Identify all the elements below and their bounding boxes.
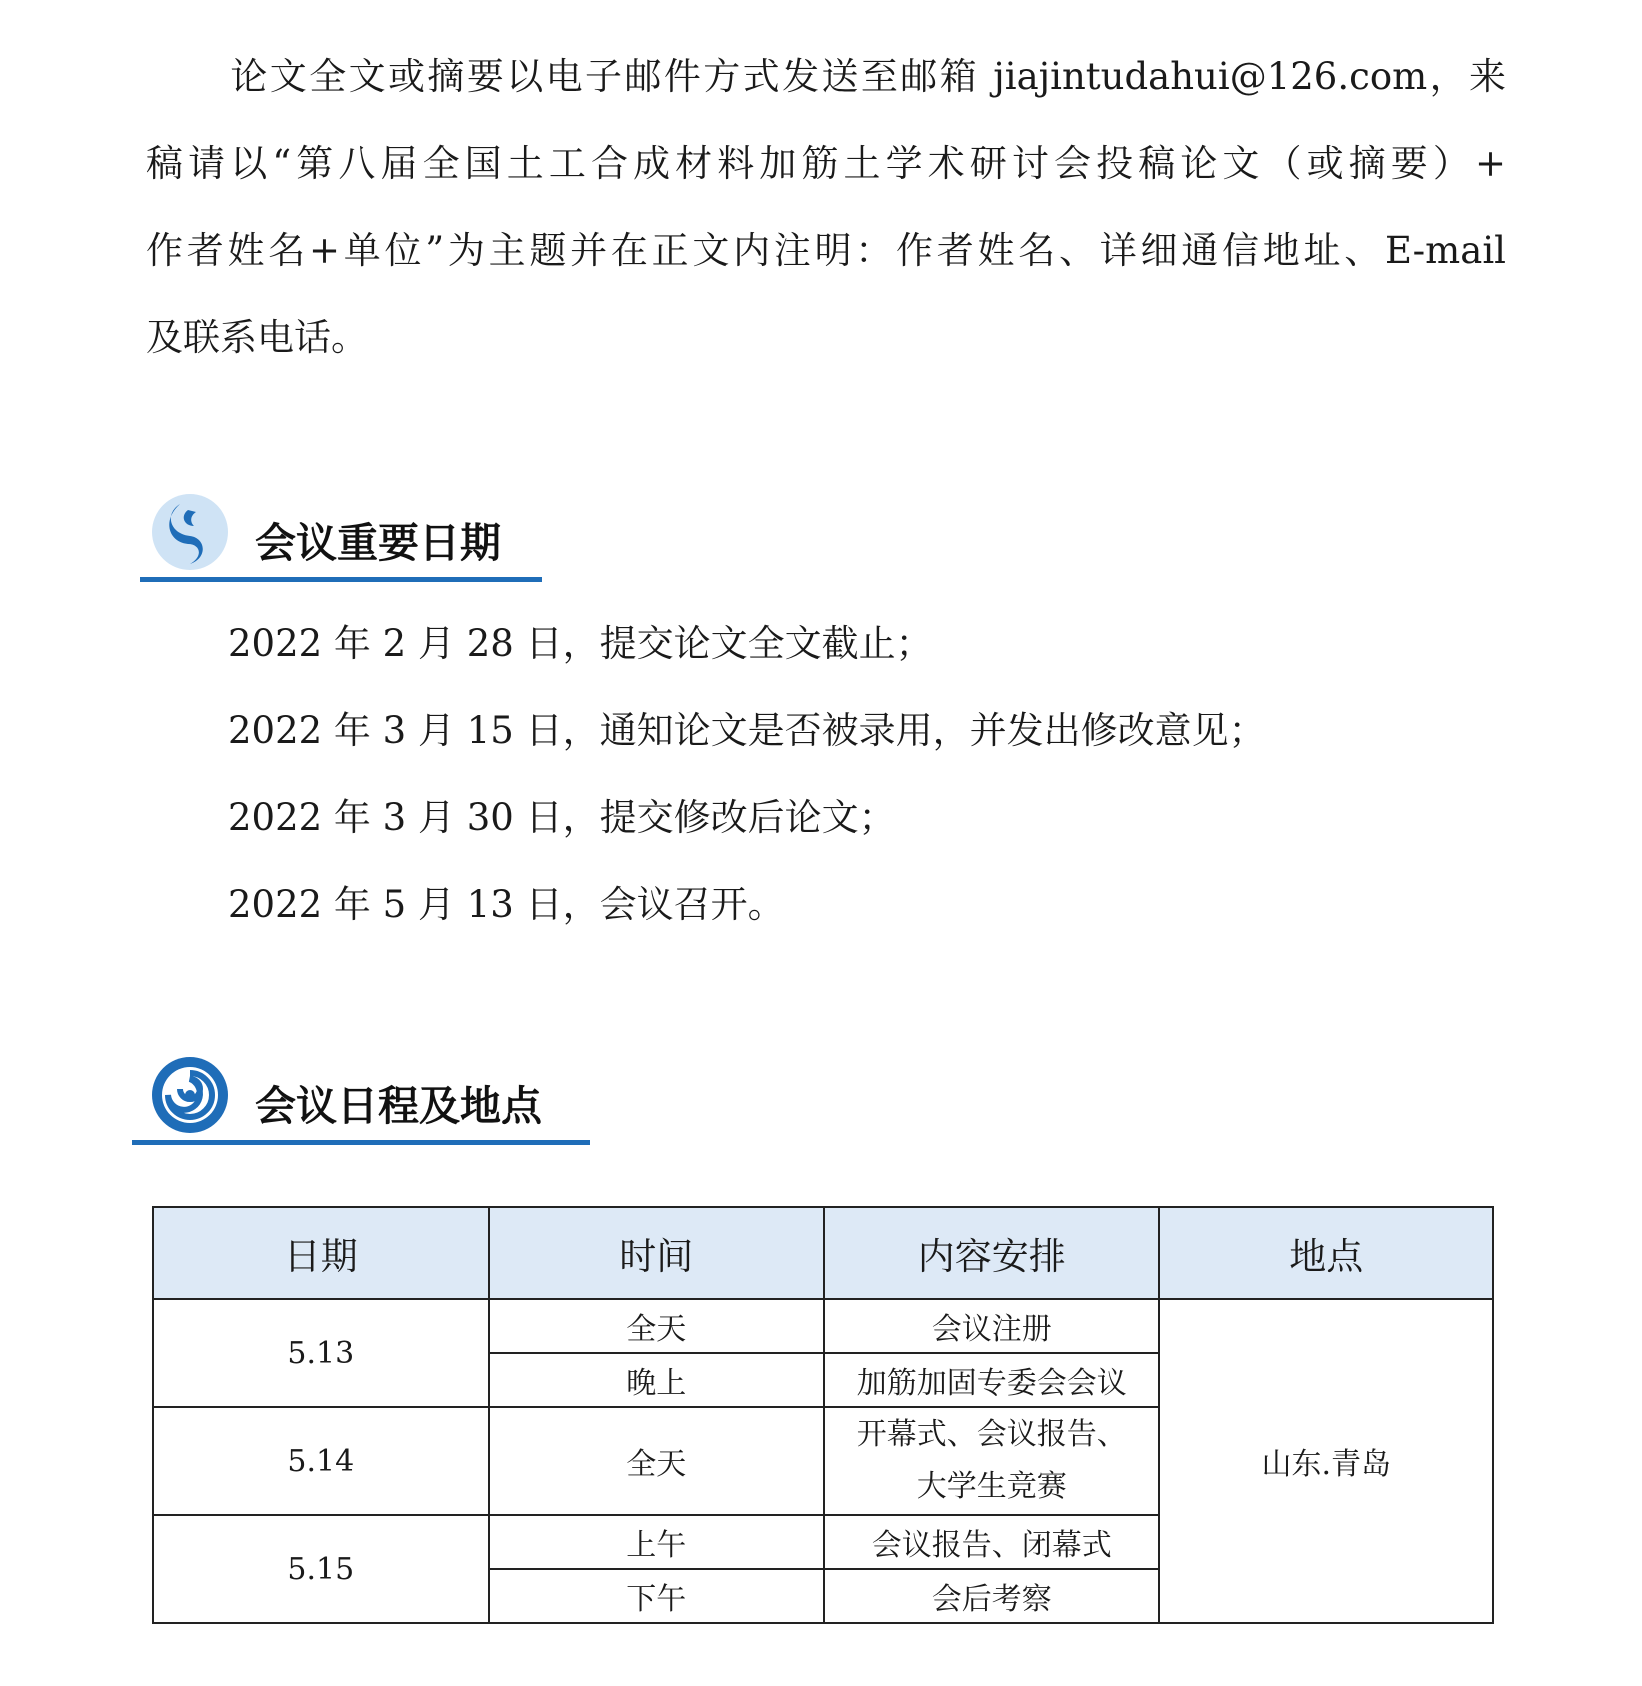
- content-line-1: 开幕式、会议报告、: [856, 1417, 1127, 1452]
- date-item-2: 2022 年 3 月 15 日，通知论文是否被录用，并发出修改意见；: [228, 709, 1266, 752]
- time-cell: 上午: [489, 1515, 824, 1569]
- table-row: [153, 1299, 1493, 1353]
- time-cell: 全天: [489, 1299, 824, 1353]
- table-header-row: [153, 1207, 1493, 1299]
- header-content: 内容安排: [824, 1207, 1160, 1299]
- date-item-4: 2022 年 5 月 13 日，会议召开。: [228, 883, 785, 926]
- content-cell: 加筋加固专委会会议: [824, 1353, 1160, 1407]
- schedule-table: [152, 1206, 1494, 1624]
- content-cell: [824, 1407, 1160, 1515]
- dates-section-title: 会议重要日期: [255, 519, 501, 567]
- spiral-logo-icon: [150, 1055, 230, 1135]
- header-time: 时间: [489, 1207, 824, 1299]
- time-cell: 晚上: [489, 1353, 824, 1407]
- content-line-2: 大学生竞赛: [916, 1469, 1067, 1504]
- dates-list: [228, 600, 1266, 948]
- date-cell: 5.15: [153, 1515, 489, 1623]
- time-cell: 全天: [489, 1407, 824, 1515]
- schedule-section-underline: [132, 1140, 590, 1145]
- header-location: 地点: [1159, 1207, 1493, 1299]
- dates-section-header: [140, 492, 542, 582]
- content-cell: 会后考察: [824, 1569, 1160, 1623]
- dates-section-underline: [140, 577, 542, 582]
- submission-line-1: 论文全文或摘要以电子邮件方式发送至邮箱 jiajintudahui@126.com，来: [228, 55, 1506, 98]
- wave-logo-icon: [150, 492, 230, 572]
- header-date: 日期: [153, 1207, 489, 1299]
- date-item-3: 2022 年 3 月 30 日，提交修改后论文；: [228, 796, 896, 839]
- date-item-1: 2022 年 2 月 28 日，提交论文全文截止；: [228, 622, 933, 665]
- schedule-section-header: [132, 1055, 590, 1145]
- submission-line-2: 稿请以“第八届全国土工合成材料加筋土学术研讨会投稿论文（或摘要）+: [146, 142, 1506, 185]
- date-cell: 5.13: [153, 1299, 489, 1407]
- time-cell: 下午: [489, 1569, 824, 1623]
- location-cell: 山东.青岛: [1159, 1299, 1493, 1623]
- date-cell: 5.14: [153, 1407, 489, 1515]
- submission-line-4: 及联系电话。: [146, 316, 368, 359]
- content-cell: 会议报告、闭幕式: [824, 1515, 1160, 1569]
- content-cell: 会议注册: [824, 1299, 1160, 1353]
- schedule-section-title: 会议日程及地点: [255, 1082, 542, 1130]
- submission-line-3: 作者姓名+单位”为主题并在正文内注明：作者姓名、详细通信地址、E-mail: [146, 229, 1506, 272]
- submission-paragraph: [146, 33, 1506, 381]
